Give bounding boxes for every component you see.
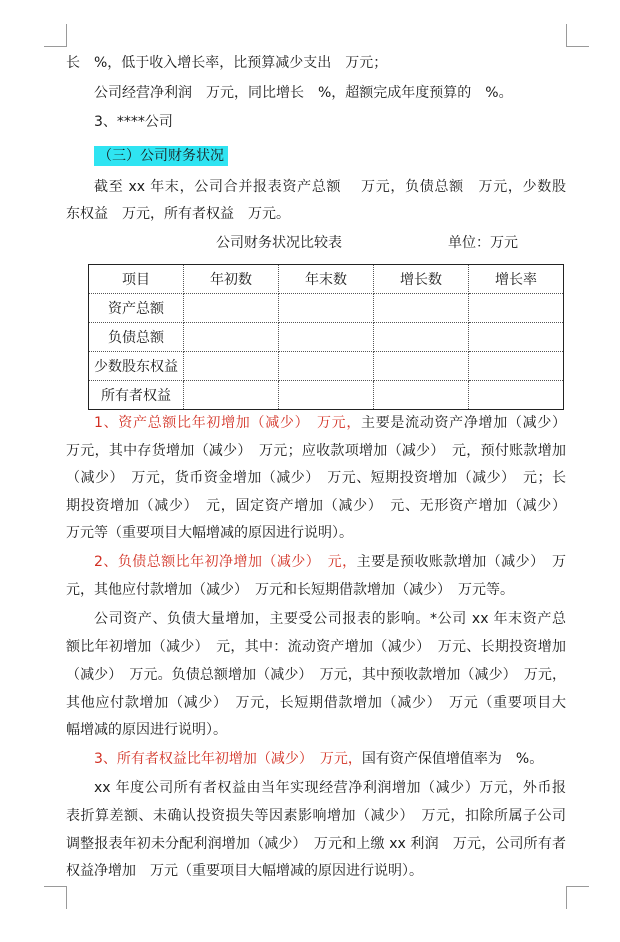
- p4-lead-red: 3、所有者权益比年初增加（减少） 万元，: [94, 751, 362, 767]
- table-header-cell: 年末数: [279, 265, 374, 294]
- p4-line-1: [94, 749, 566, 769]
- row-label: 负债总额: [89, 323, 184, 352]
- table-header-row: [89, 265, 564, 294]
- section-heading: [94, 146, 566, 166]
- table-header-cell: 年初数: [184, 265, 279, 294]
- item-3-heading: 3、****公司: [94, 114, 173, 130]
- row-label: 资产总额: [89, 294, 184, 323]
- p2-line-1-rest: 主要是预收账款增加（减少） 万: [356, 554, 567, 570]
- table-title: 公司财务状况比较表: [216, 235, 342, 251]
- p5-line-2: 表折算差额、未确认投资损失等因素影响增加（减少） 万元，扣除所属子公司: [66, 808, 566, 824]
- table-header-cell: 增长率: [469, 265, 564, 294]
- financial-status-table: [88, 264, 564, 410]
- table-cell: [374, 352, 469, 381]
- p1-line-1: [94, 413, 566, 433]
- section-para-line-2: 东权益 万元，所有者权益 万元。: [66, 206, 290, 222]
- p1-line-1-rest: 主要是流动资产净增加（减少）: [361, 415, 567, 431]
- crop-mark-top-left: [44, 24, 67, 47]
- intro-line-2: 公司经营净利润 万元，同比增长 %，超额完成年度预算的 %。: [94, 85, 513, 101]
- p1-line-5: 万元等（重要项目大幅增减的原因进行说明）。: [66, 525, 353, 541]
- table-cell: [374, 381, 469, 410]
- table-cell: [469, 381, 564, 410]
- p2-lead-red: 2、负债总额比年初净增加（减少） 元，: [94, 554, 357, 570]
- table-cell: [279, 381, 374, 410]
- p3-line-1: 公司资产、负债大量增加，主要受公司报表的影响。*公司 xx 年末资产总: [94, 611, 566, 627]
- table-cell: [184, 352, 279, 381]
- p1-lead-red: 1、资产总额比年初增加（减少） 万元，: [94, 415, 362, 431]
- table-cell: [374, 294, 469, 323]
- p3-line-3: （减少） 万元。负债总额增加（减少） 万元，其中预收款增加（减少） 万元，: [66, 667, 566, 683]
- table-cell: [469, 352, 564, 381]
- table-cell: [184, 294, 279, 323]
- table-cell: [279, 352, 374, 381]
- p1-line-4: 期投资增加（减少） 元，固定资产增加（减少） 元、无形资产增加（减少）: [66, 498, 566, 514]
- p1-line-3: （减少） 万元，货币资金增加（减少） 万元、短期投资增加（减少） 元；长: [66, 470, 566, 486]
- crop-mark-top-right: [566, 24, 589, 47]
- p5-line-3: 调整报表年初未分配利润增加（减少） 万元和上缴 xx 利润 万元，公司所有者: [66, 836, 566, 852]
- table-cell: [469, 323, 564, 352]
- section-heading-highlight: （三）公司财务状况: [94, 146, 228, 166]
- p1-line-2: 万元，其中存货增加（减少） 万元；应收款项增加（减少） 元，预付账款增加: [66, 443, 566, 459]
- table-cell: [279, 294, 374, 323]
- table-cell: [374, 323, 469, 352]
- table-header-cell: 增长数: [374, 265, 469, 294]
- row-label: 少数股东权益: [89, 352, 184, 381]
- table-row: [89, 381, 564, 410]
- p2-line-2: 元，其他应付款增加（减少） 万元和长短期借款增加（减少） 万元等。: [66, 582, 514, 598]
- p5-line-4: 权益净增加 万元（重要项目大幅增减的原因进行说明）。: [66, 863, 423, 879]
- p4-line-1-rest: 国有资产保值增值率为 %。: [361, 751, 544, 767]
- p3-line-4: 其他应付款增加（减少） 万元，长短期借款增加（减少） 万元（重要项目大: [66, 695, 566, 711]
- p2-line-1: [94, 552, 566, 572]
- crop-mark-bottom-left: [44, 886, 67, 909]
- table-cell: [184, 381, 279, 410]
- row-label: 所有者权益: [89, 381, 184, 410]
- table-row: [89, 294, 564, 323]
- section-para-line-1: 截至 xx 年末，公司合并报表资产总额 万元，负债总额 万元，少数股: [94, 179, 566, 195]
- p3-line-2: 额比年初增加（减少） 元，其中：流动资产增加（减少） 万元、长期投资增加: [66, 639, 566, 655]
- intro-line-1: 长 %，低于收入增长率，比预算减少支出 万元；: [66, 55, 388, 71]
- p3-line-5: 幅增减的原因进行说明）。: [66, 722, 227, 738]
- table-cell: [469, 294, 564, 323]
- crop-mark-bottom-right: [566, 886, 589, 909]
- table-cell: [279, 323, 374, 352]
- p5-line-1: xx 年度公司所有者权益由当年实现经营净利润增加（减少）万元，外币报: [94, 780, 566, 796]
- table-cell: [184, 323, 279, 352]
- table-header-cell: 项目: [89, 265, 184, 294]
- table-row: [89, 352, 564, 381]
- table-unit: 单位：万元: [448, 235, 518, 251]
- table-row: [89, 323, 564, 352]
